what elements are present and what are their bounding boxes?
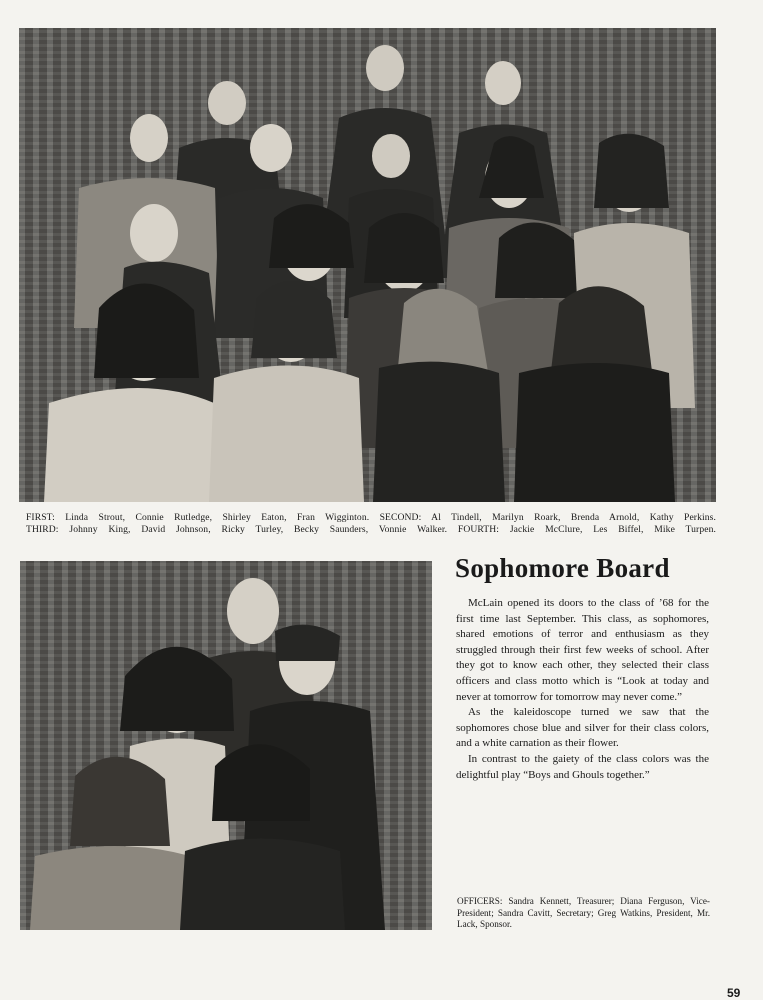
- officers-photo: [20, 561, 432, 930]
- caption-line-1: FIRST: Linda Strout, Connie Rutledge, Shirley Eaton, Fran Wigginton. SECOND: Al Tindell, Marilyn Roark, Brenda Arnold, Kathy Perkins.: [26, 512, 716, 523]
- article-paragraph: As the kaleidoscope turned we saw that the sophomores chose blue and silver for their class colors, and a white carnation as their flower.: [456, 706, 709, 750]
- group-photo-board: [19, 28, 716, 502]
- group-photo-caption: [26, 512, 716, 536]
- article-paragraph: In contrast to the gaiety of the class colors was the delightful play “Boys and Ghouls together.”: [456, 752, 709, 781]
- officers-photo-figures: [20, 561, 432, 930]
- article-paragraph: McLain opened its doors to the class of ’68 for the first time last September. This class, as sophomores, shared emotions of terror and enthusiasm as they struggled through their first few weeks of school. After they got to know each other, they selected their class officers and class motto which is “Look at today and never at tomorrow for tomorrow may never come.”: [456, 597, 709, 703]
- article-body: [456, 596, 709, 783]
- group-photo-figures: [19, 28, 716, 502]
- officers-caption: OFFICERS: Sandra Kennett, Treasurer; Diana Ferguson, Vice-President; Sandra Cavitt, Secretary; Greg Watkins, President, Mr. Lack, Sponsor.: [457, 896, 710, 929]
- page-number: 59: [727, 986, 741, 1000]
- caption-line-2: THIRD: Johnny King, David Johnson, Ricky Turley, Becky Saunders, Vonnie Walker. FOURTH: Jackie McClure, Les Biffel, Mike Turpen.: [26, 524, 716, 535]
- article-title: Sophomore Board: [455, 553, 670, 583]
